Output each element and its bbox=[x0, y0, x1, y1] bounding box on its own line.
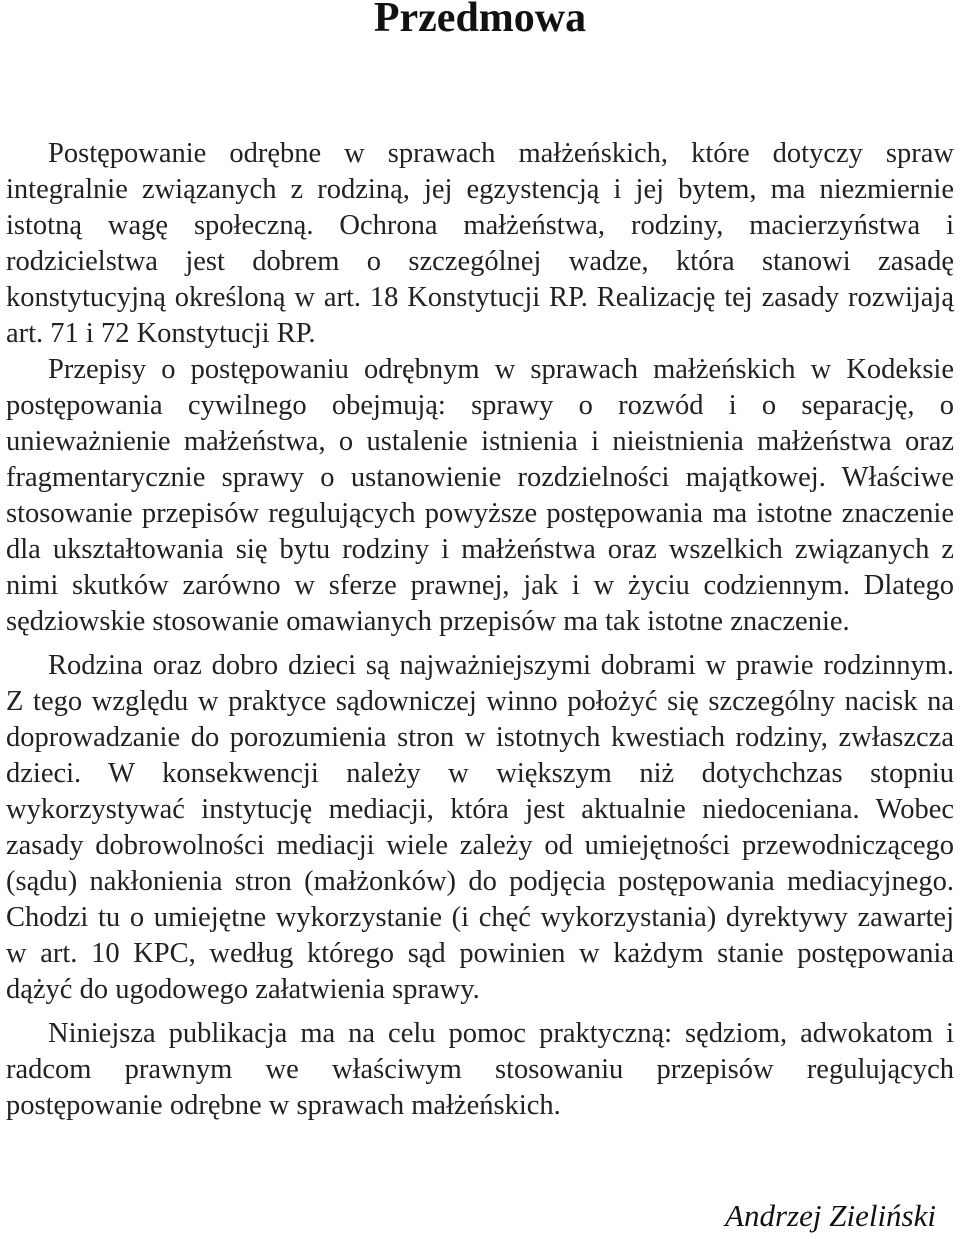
page-title: Przedmowa bbox=[373, 0, 587, 41]
paragraph-4: Niniejsza publikacja ma na celu pomoc praktyczną: sędziom, adwokatom i radcom prawnym we właściwym stosowaniu przepisów regulujących postępowanie odrębne w sprawach małżeńskich. bbox=[6, 1018, 954, 1121]
paragraph-1: Postępowanie odrębne w sprawach małżeńskich, które dotyczy spraw integralnie związanych z rodziną, jej egzystencją i jej bytem, ma niezmiernie istotną wagę społeczną. Ochrona małżeństwa, rodziny, macierzyństwa i rodzicielstwa jest dobrem o szczególnej wadze, która stanowi zasadę konstytucyjną określoną w art. 18 Konstytucji RP. Realizację tej zasady rozwijają art. 71 i 72 Konstytucji RP. bbox=[6, 138, 954, 349]
author-signature: Andrzej Zieliński bbox=[725, 1198, 936, 1233]
paragraph-3: Rodzina oraz dobro dzieci są najważniejszymi dobrami w prawie rodzinnym. Z tego względu w praktyce sądowniczej winno położyć się szczególny nacisk na doprowadzanie do porozumienia stron w istotnych kwestiach rodziny, zwłaszcza dzieci. W konsekwencji należy w większym niż dotychchzas stopniu wykorzystywać instytucję mediacji, która jest aktualnie niedoceniana. Wobec zasady dobrowolności mediacji wiele zależy od umiejętności przewodniczącego (sądu) nakłonienia stron (małżonków) do podjęcia postępowania mediacyjnego. Chodzi tu o umiejętne wykorzystanie (i chęć wykorzystania) dyrektywy zawartej w art. 10 KPC, według którego sąd powinien w każdym stanie postępowania dążyć do ugodowego załatwienia sprawy. bbox=[6, 650, 954, 1005]
preface-body bbox=[6, 136, 954, 1124]
paragraph-2: Przepisy o postępowaniu odrębnym w sprawach małżeńskich w Kodeksie postępowania cywilnego obejmują: sprawy o rozwód i o separację, o unieważnienie małżeństwa, o ustalenie istnienia i nieistnienia małżeństwa oraz fragmentarycznie sprawy o ustanowienie rozdzielności majątkowej. Właściwe stosowanie przepisów regulujących powyższe postępowania ma istotne znaczenie dla ukształtowania się bytu rodziny i małżeństwa oraz wszelkich związanych z nimi skutków zarówno w sferze prawnej, jak i w życiu codziennym. Dlatego sędziowskie stosowanie omawianych przepisów ma tak istotne znaczenie. bbox=[6, 354, 954, 637]
